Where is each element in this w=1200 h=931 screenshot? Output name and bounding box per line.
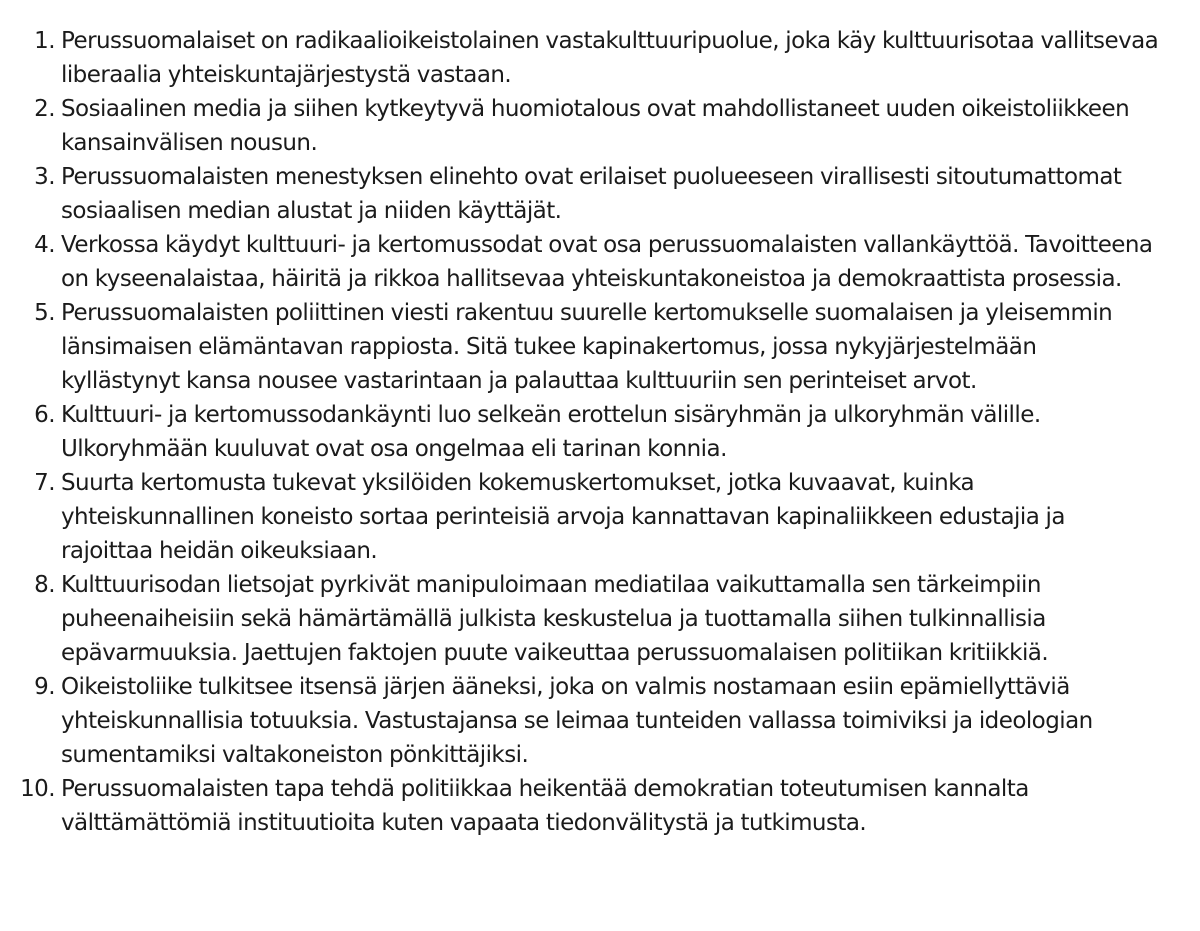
list-item <box>0 772 1200 840</box>
numbered-list <box>0 24 1200 840</box>
list-item-number: 10. <box>20 776 55 802</box>
list-item <box>0 466 1200 568</box>
list-item-number: 5. <box>34 300 55 326</box>
list-item-number: 2. <box>34 96 55 122</box>
list-item-number: 7. <box>34 470 55 496</box>
list-item-number: 8. <box>34 572 55 598</box>
document-page <box>0 24 1200 840</box>
list-item-text: Perussuomalaiset on radikaalioikeistolainen vastakulttuuripuolue, joka käy kulttuurisotaa vallitsevaa liberaalia yhteiskuntajärjestystä vastaan. <box>61 28 1159 88</box>
list-item-text: Suurta kertomusta tukevat yksilöiden kokemuskertomukset, jotka kuvaavat, kuinka yhteiskunnallinen koneisto sortaa perinteisiä arvoja kannattavan kapinaliikkeen edustajia ja rajoittaa heidän oikeuksiaan. <box>61 470 1065 564</box>
list-item <box>0 228 1200 296</box>
list-item-number: 9. <box>34 674 55 700</box>
list-item-text: Kulttuuri- ja kertomussodankäynti luo selkeän erottelun sisäryhmän ja ulkoryhmän välille. Ulkoryhmään kuuluvat ovat osa ongelmaa eli tarinan konnia. <box>61 402 1041 462</box>
list-item-text: Sosiaalinen media ja siihen kytkeytyvä huomiotalous ovat mahdollistaneet uuden oikeistoliikkeen kansainvälisen nousun. <box>61 96 1130 156</box>
list-item-text: Oikeistoliike tulkitsee itsensä järjen ääneksi, joka on valmis nostamaan esiin epämiellyttäviä yhteiskunnallisia totuuksia. Vastustajansa se leimaa tunteiden vallassa toimiviksi ja ideologian sumentamiksi valtakoneiston pönkittäjiksi. <box>61 674 1093 768</box>
list-item <box>0 398 1200 466</box>
list-item-text: Perussuomalaisten tapa tehdä politiikkaa heikentää demokratian toteutumisen kannalta välttämättömiä instituutioita kuten vapaata tiedonvälitystä ja tutkimusta. <box>61 776 1029 836</box>
list-item-text: Perussuomalaisten poliittinen viesti rakentuu suurelle kertomukselle suomalaisen ja yleisemmin länsimaisen elämäntavan rappiosta. Sitä tukee kapinakertomus, jossa nykyjärjestelmään kyllästynyt kansa nousee vastarintaan ja palauttaa kulttuuriin sen perinteiset arvot. <box>61 300 1113 394</box>
list-item <box>0 160 1200 228</box>
list-item <box>0 296 1200 398</box>
list-item <box>0 24 1200 92</box>
list-item <box>0 92 1200 160</box>
list-item-number: 6. <box>34 402 55 428</box>
list-item-text: Verkossa käydyt kulttuuri- ja kertomussodat ovat osa perussuomalaisten vallankäyttöä. Tavoitteena on kyseenalaistaa, häiritä ja rikkoa hallitsevaa yhteiskuntakoneistoa ja demokraattista prosessia. <box>61 232 1153 292</box>
list-item-text: Kulttuurisodan lietsojat pyrkivät manipuloimaan mediatilaa vaikuttamalla sen tärkeimpiin puheenaiheisiin sekä hämärtämällä julkista keskustelua ja tuottamalla siihen tulkinnallisia epävarmuuksia. Jaettujen faktojen puute vaikeuttaa perussuomalaisen politiikan kritiikkiä. <box>61 572 1049 666</box>
list-item <box>0 670 1200 772</box>
list-item-number: 4. <box>34 232 55 258</box>
list-item-text: Perussuomalaisten menestyksen elinehto ovat erilaiset puolueeseen virallisesti sitoutumattomat sosiaalisen median alustat ja niiden käyttäjät. <box>61 164 1122 224</box>
list-item <box>0 568 1200 670</box>
list-item-number: 1. <box>34 28 55 54</box>
list-item-number: 3. <box>34 164 55 190</box>
